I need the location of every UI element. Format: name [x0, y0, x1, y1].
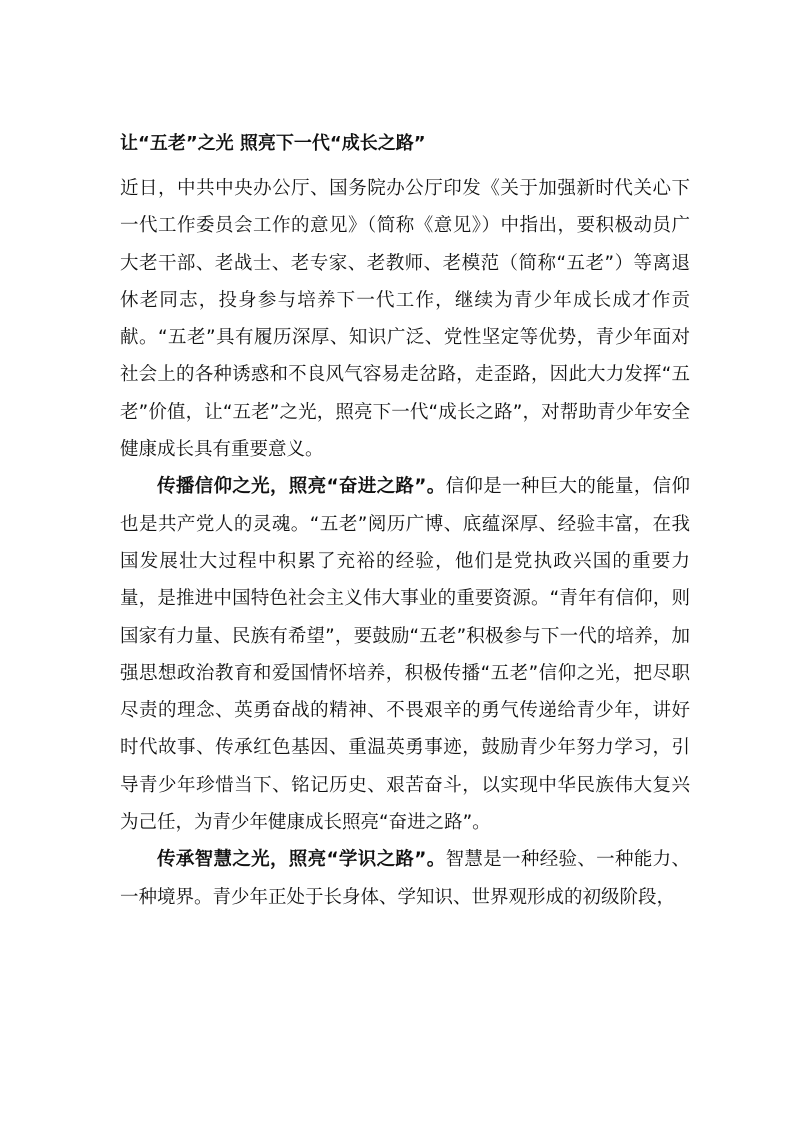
paragraph-lead: 传承智慧之光，照亮“学识之路”。 [157, 849, 446, 871]
paragraph-intro [120, 170, 690, 468]
paragraph-body: 智慧是一种经验、一种能力、一种境界。青少年正处于长身体、学知识、世界观形成的初级阶段， [120, 849, 690, 908]
document-title: 让“五老”之光 照亮下一代“成长之路” [120, 133, 426, 154]
paragraph-lead: 传播信仰之光，照亮“奋进之路”。 [157, 476, 446, 498]
paragraph-faith [120, 468, 690, 841]
paragraph-body: 信仰是一种巨大的能量，信仰也是共产党人的灵魂。“五老”阅历广博、底蕴深厚、经验丰富，在我国发展壮大过程中积累了充裕的经验，他们是党执政兴国的重要力量，是推进中国特色社会主义伟大事业的重要资源。“青年有信仰，则国家有力量、民族有希望”，要鼓励“五老”积极参与下一代的培养，加强思想政治教育和爱国情怀培养，积极传播“五老”信仰之光，把尽职尽责的理念、英勇奋战的精神、不畏艰辛的勇气传递给青少年，讲好时代故事、传承红色基因、重温英勇事迹，鼓励青少年努力学习，引导青少年珍惜当下、铭记历史、艰苦奋斗，以实现中华民族伟大复兴为己任，为青少年健康成长照亮“奋进之路”。 [120, 476, 690, 834]
document-page [120, 118, 690, 916]
paragraph-body: 近日，中共中央办公厅、国务院办公厅印发《关于加强新时代关心下一代工作委员会工作的意见》（简称《意见》）中指出，要积极动员广大老干部、老战士、老专家、老教师、老模范（简称“五老”）等离退休老同志，投身参与培养下一代工作，继续为青少年成长成才作贡献。“五老”具有履历深厚、知识广泛、党性坚定等优势，青少年面对社会上的各种诱惑和不良风气容易走岔路，走歪路，因此大力发挥“五老”价值，让“五老”之光，照亮下一代“成长之路”，对帮助青少年安全健康成长具有重要意义。 [120, 178, 690, 461]
paragraph-wisdom [120, 841, 690, 916]
